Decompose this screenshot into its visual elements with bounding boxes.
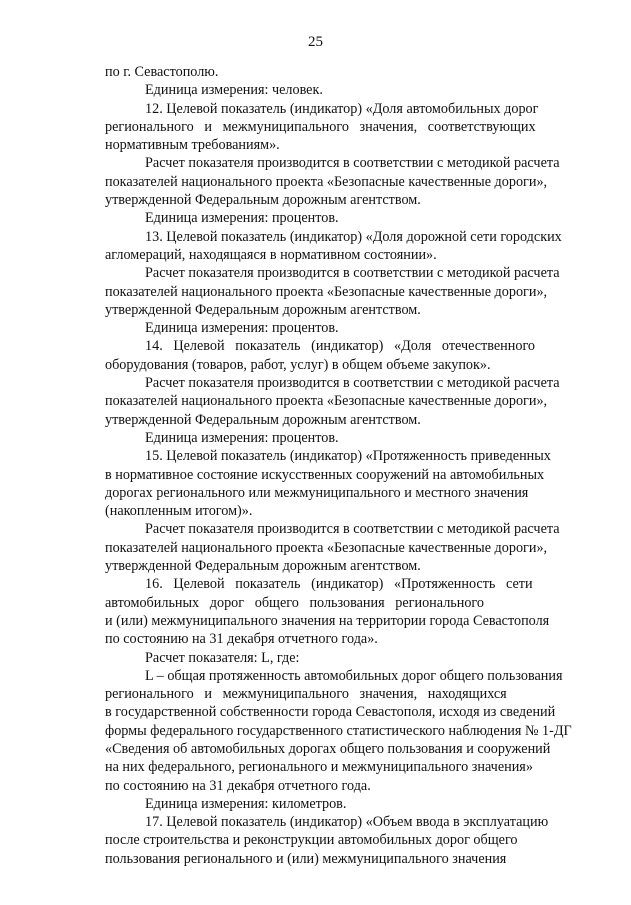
text-line: Расчет показателя производится в соответствии с методикой расчета [145,155,560,172]
text-line: (накопленным итогом)». [105,503,253,520]
page-number: 25 [308,34,323,50]
text-line: Расчет показателя: L, где: [145,649,300,666]
text-line: L – общая протяженность автомобильных дорог общего пользования [145,667,563,684]
text-line: Расчет показателя производится в соответствии с методикой расчета [145,521,560,538]
text-line: в нормативное состояние искусственных сооружений на автомобильных [105,466,545,483]
text-line: Единица измерения: процентов. [145,210,339,227]
text-line: 15. Целевой показатель (индикатор) «Протяженность приведенных [145,448,551,465]
text-line: 14. Целевой показатель (индикатор) «Доля отечественного [145,338,536,355]
document-body [105,63,608,868]
text-line: Единица измерения: процентов. [145,320,339,337]
text-line: дорогах регионального или межмуниципального и местного значения [105,484,529,501]
text-line: автомобильных дорог общего пользования регионального [105,594,484,611]
text-line: 17. Целевой показатель (индикатор) «Объем ввода в эксплуатацию [145,814,549,831]
text-line: 16. Целевой показатель (индикатор) «Протяженность сети [145,576,533,593]
text-line: нормативным требованиям». [105,137,280,154]
text-line: Единица измерения: процентов. [145,429,339,446]
text-line: утвержденной Федеральным дорожным агентством. [105,558,421,575]
text-line: по состоянию на 31 декабря отчетного года. [105,777,371,794]
text-line: формы федерального государственного статистического наблюдения № 1-ДГ [105,722,572,739]
text-line: Расчет показателя производится в соответствии с методикой расчета [145,265,560,282]
text-line: показателей национального проекта «Безопасные качественные дороги», [105,283,548,300]
text-line: по состоянию на 31 декабря отчетного года». [105,631,378,648]
text-line: оборудования (товаров, работ, услуг) в общем объеме закупок». [105,356,491,373]
text-line: Единица измерения: километров. [145,795,347,812]
text-line: и (или) межмуниципального значения на территории города Севастополя [105,612,550,629]
text-line: Расчет показателя производится в соответствии с методикой расчета [145,375,560,392]
text-line: показателей национального проекта «Безопасные качественные дороги», [105,539,548,556]
text-line: регионального и межмуниципального значения, находящихся [105,686,507,703]
text-line: утвержденной Федеральным дорожным агентством. [105,411,421,428]
text-line: показателей национального проекта «Безопасные качественные дороги», [105,393,548,410]
text-line: пользования регионального и (или) межмуниципального значения [105,850,507,867]
text-line: в государственной собственности города Севастополя, исходя из сведений [105,704,556,721]
text-line: утвержденной Федеральным дорожным агентством. [105,301,421,318]
text-line: по г. Севастополю. [105,64,219,80]
text-line: регионального и межмуниципального значения, соответствующих [105,118,536,135]
text-line: агломераций, находящаяся в нормативном состоянии». [105,246,437,263]
text-line: утвержденной Федеральным дорожным агентством. [105,192,421,209]
text-line: показателей национального проекта «Безопасные качественные дороги», [105,173,548,190]
text-line: 12. Целевой показатель (индикатор) «Доля автомобильных дорог [145,100,539,117]
text-line: 13. Целевой показатель (индикатор) «Доля дорожной сети городских [145,228,562,245]
text-line: после строительства и реконструкции автомобильных дорог общего [105,832,518,849]
text-line: на них федерального, регионального и межмуниципального значения» [105,759,533,776]
text-line: «Сведения об автомобильных дорогах общего пользования и сооружений [105,740,551,757]
text-line: Единица измерения: человек. [145,82,323,99]
